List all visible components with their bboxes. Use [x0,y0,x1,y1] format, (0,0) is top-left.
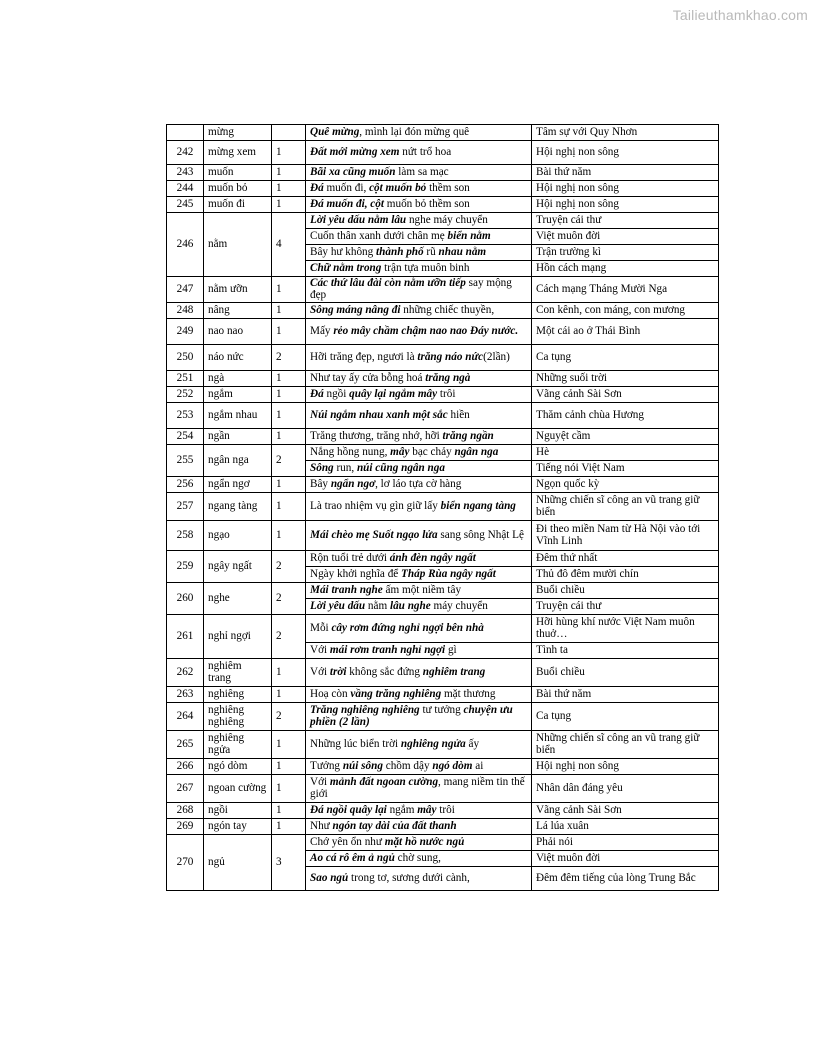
row-number: 258 [167,520,204,550]
word-frequency-table [166,124,719,891]
word-cell: ngân nga [204,444,272,476]
row-number: 267 [167,774,204,802]
source-work-cell: Những chiến sĩ công an vũ trang giữ biển [532,492,719,520]
row-number: 250 [167,344,204,370]
word-cell: ngẩn ngơ [204,476,272,492]
word-cell: nghiêng nghiêng [204,702,272,730]
example-line-cell: Với trời không sắc đứng nghiêm trang [306,658,532,686]
word-cell: ngây ngất [204,550,272,582]
word-cell: ngắm [204,386,272,402]
word-cell: nằm ưỡn [204,277,272,303]
table-row [167,802,719,818]
example-line-cell: Đá ngồi quây lại ngắm mây trôi [306,386,532,402]
count-cell: 1 [272,492,306,520]
count-cell: 2 [272,444,306,476]
count-cell [272,125,306,141]
example-line-cell: Hoạ còn vầng trăng nghiêng mặt thương [306,686,532,702]
example-line-cell: Đá muốn đi, cột muốn bỏ thềm son [306,197,532,213]
table-row [167,658,719,686]
example-line-cell: Với mảnh đất ngoan cường, mang niềm tin thế giới [306,774,532,802]
table-row [167,614,719,642]
table-row [167,125,719,141]
source-work-cell: Một cái ao ở Thái Bình [532,318,719,344]
example-line-cell: Bây hư không thành phố rũ nhau nằm [306,245,532,261]
source-work-cell: Vãng cảnh Sài Sơn [532,386,719,402]
source-work-cell: Những chiến sĩ công an vũ trang giữ biển [532,730,719,758]
example-line-cell: Mỗi cây rơm đứng nghỉ ngợi bên nhà [306,614,532,642]
source-work-cell: Nhân dân đáng yêu [532,774,719,802]
word-cell: mừng xem [204,141,272,165]
count-cell: 1 [272,165,306,181]
count-cell: 1 [272,181,306,197]
row-number: 247 [167,277,204,303]
source-work-cell: Bài thứ năm [532,686,719,702]
source-work-cell: Đi theo miền Nam từ Hà Nội vào tới Vĩnh Linh [532,520,719,550]
watermark: Tailieuthamkhao.com [672,7,808,23]
example-line-cell: Mấy rẻo mây chầm chậm nao nao Đáy nước. [306,318,532,344]
word-cell: ngồi [204,802,272,818]
count-cell: 2 [272,344,306,370]
table-row [167,774,719,802]
source-work-cell: Đêm thứ nhất [532,550,719,566]
count-cell: 1 [272,318,306,344]
count-cell: 1 [272,386,306,402]
count-cell: 1 [272,428,306,444]
example-line-cell: Đá muốn đi, cột muốn bỏ thềm son [306,181,532,197]
source-work-cell: Truyện cái thư [532,213,719,229]
example-line-cell: Bãi xa cũng muốn làm sa mạc [306,165,532,181]
word-cell: ngang tàng [204,492,272,520]
table-row [167,181,719,197]
example-line-cell: Với mái rơm tranh nghỉ ngợi gì [306,642,532,658]
word-cell: nghiêng [204,686,272,702]
count-cell: 1 [272,774,306,802]
example-line-cell: Những lúc biển trời nghiêng ngửa ấy [306,730,532,758]
count-cell: 1 [272,818,306,834]
source-work-cell: Buổi chiều [532,658,719,686]
example-line-cell: Lời yêu dấu nằm lâu nghe máy chuyển [306,598,532,614]
example-line-cell: Chớ yên ổn như mặt hồ nước ngủ [306,834,532,850]
example-line-cell: Như ngón tay dài của đất thanh [306,818,532,834]
word-cell: ngoan cường [204,774,272,802]
example-line-cell: Sông run, núi cũng ngân nga [306,460,532,476]
count-cell: 1 [272,141,306,165]
table-row [167,818,719,834]
word-cell: ngó dòm [204,758,272,774]
count-cell: 1 [272,370,306,386]
row-number: 246 [167,213,204,277]
row-number: 249 [167,318,204,344]
table-row [167,141,719,165]
row-number: 244 [167,181,204,197]
word-cell: nghiêng ngửa [204,730,272,758]
row-number: 248 [167,302,204,318]
example-line-cell: Trăng thương, trăng nhớ, hỡi trăng ngần [306,428,532,444]
row-number: 245 [167,197,204,213]
row-number: 264 [167,702,204,730]
word-cell: muốn đi [204,197,272,213]
count-cell: 1 [272,758,306,774]
row-number: 269 [167,818,204,834]
count-cell: 2 [272,550,306,582]
source-work-cell: Thăm cảnh chùa Hương [532,402,719,428]
source-work-cell: Những suối trời [532,370,719,386]
source-work-cell: Thủ đô đêm mười chín [532,566,719,582]
source-work-cell: Ngọn quốc kỳ [532,476,719,492]
word-cell: muốn [204,165,272,181]
example-line-cell: Chữ nằm trong trận tựa muôn binh [306,261,532,277]
table-row [167,197,719,213]
source-work-cell: Truyện cái thư [532,598,719,614]
table-row [167,686,719,702]
example-line-cell: Các thứ lâu đài còn nằm ưỡn tiếp say mộng đẹp [306,277,532,303]
table-row [167,370,719,386]
row-number: 270 [167,834,204,890]
source-work-cell: Việt muôn đời [532,229,719,245]
table-row [167,492,719,520]
example-line-cell: Đất mới mừng xem nứt trổ hoa [306,141,532,165]
example-line-cell: Như tay ấy cửa bỗng hoá trăng ngà [306,370,532,386]
example-line-cell: Lời yêu dấu nằm lâu nghe máy chuyển [306,213,532,229]
table-row [167,302,719,318]
row-number: 261 [167,614,204,658]
source-work-cell: Hội nghị non sông [532,141,719,165]
row-number: 243 [167,165,204,181]
row-number: 251 [167,370,204,386]
row-number: 259 [167,550,204,582]
source-work-cell: Ca tụng [532,344,719,370]
word-cell: ngón tay [204,818,272,834]
row-number: 252 [167,386,204,402]
count-cell: 2 [272,702,306,730]
word-cell: ngạo [204,520,272,550]
source-work-cell: Tâm sự với Quy Nhơn [532,125,719,141]
source-work-cell: Hè [532,444,719,460]
example-line-cell: Tưởng núi sông chồm dậy ngó dòm ai [306,758,532,774]
count-cell: 1 [272,802,306,818]
example-line-cell: Hỡi trăng đẹp, ngươi là trăng náo nức(2lần) [306,344,532,370]
row-number: 266 [167,758,204,774]
count-cell: 1 [272,277,306,303]
source-work-cell: Tình ta [532,642,719,658]
word-cell: nghỉ ngợi [204,614,272,658]
row-number: 262 [167,658,204,686]
count-cell: 3 [272,834,306,890]
word-cell: mừng [204,125,272,141]
example-line-cell: Ngày khởi nghĩa để Tháp Rùa ngây ngất [306,566,532,582]
table-body [167,125,719,891]
count-cell: 1 [272,302,306,318]
table-row [167,476,719,492]
word-cell: ngắm nhau [204,402,272,428]
row-number: 254 [167,428,204,444]
source-work-cell: Nguyệt cầm [532,428,719,444]
source-work-cell: Vãng cảnh Sài Sơn [532,802,719,818]
table-row [167,758,719,774]
example-line-cell: Nắng hồng nung, mây bạc chảy ngân nga [306,444,532,460]
count-cell: 1 [272,658,306,686]
example-line-cell: Quê mừng, mình lại đón mừng quê [306,125,532,141]
source-work-cell: Hội nghị non sông [532,181,719,197]
table-row [167,582,719,598]
example-line-cell: Bây ngẩn ngơ, lơ láo tựa cờ hàng [306,476,532,492]
count-cell: 1 [272,730,306,758]
row-number: 255 [167,444,204,476]
source-work-cell: Buổi chiều [532,582,719,598]
count-cell: 1 [272,520,306,550]
row-number: 242 [167,141,204,165]
row-number: 260 [167,582,204,614]
source-work-cell: Hội nghị non sông [532,197,719,213]
table-row [167,730,719,758]
source-work-cell: Cách mạng Tháng Mười Nga [532,277,719,303]
source-work-cell: Trận trường kì [532,245,719,261]
word-cell: nằm [204,213,272,277]
table-row [167,165,719,181]
example-line-cell: Sông máng nâng đi những chiếc thuyền, [306,302,532,318]
table-row [167,344,719,370]
word-cell: nghe [204,582,272,614]
table-row [167,402,719,428]
count-cell: 1 [272,197,306,213]
example-line-cell: Đá ngồi quây lại ngắm mây trôi [306,802,532,818]
table-row [167,702,719,730]
count-cell: 2 [272,582,306,614]
word-cell: nao nao [204,318,272,344]
word-cell: muốn bỏ [204,181,272,197]
source-work-cell: Con kênh, con máng, con mương [532,302,719,318]
count-cell: 1 [272,686,306,702]
example-line-cell: Là trao nhiệm vụ gìn giữ lấy biển ngang tàng [306,492,532,520]
count-cell: 2 [272,614,306,658]
table-row [167,444,719,460]
source-work-cell: Bài thứ năm [532,165,719,181]
word-cell: ngà [204,370,272,386]
source-work-cell: Đêm đêm tiếng của lòng Trung Bắc [532,866,719,890]
row-number: 265 [167,730,204,758]
source-work-cell: Việt muôn đời [532,850,719,866]
word-cell: ngần [204,428,272,444]
row-number: 256 [167,476,204,492]
example-line-cell: Mái tranh nghe ấm một niềm tây [306,582,532,598]
table-row [167,318,719,344]
word-cell: ngủ [204,834,272,890]
example-line-cell: Núi ngắm nhau xanh một sắc hiền [306,402,532,428]
example-line-cell: Sao ngủ trong tơ, sương dưới cành, [306,866,532,890]
table-row [167,520,719,550]
source-work-cell: Tiếng nói Việt Nam [532,460,719,476]
table-row [167,428,719,444]
example-line-cell: Mái chèo mẹ Suốt ngạo lửa sang sông Nhật Lệ [306,520,532,550]
example-line-cell: Rộn tuổi trẻ dưới ánh đèn ngây ngất [306,550,532,566]
word-cell: náo nức [204,344,272,370]
row-number: 268 [167,802,204,818]
row-number [167,125,204,141]
source-work-cell: Hỡi hùng khí nước Việt Nam muôn thuở… [532,614,719,642]
table-row [167,550,719,566]
source-work-cell: Ca tụng [532,702,719,730]
row-number: 253 [167,402,204,428]
table-row [167,834,719,850]
source-work-cell: Hội nghị non sông [532,758,719,774]
table-row [167,277,719,303]
count-cell: 4 [272,213,306,277]
count-cell: 1 [272,476,306,492]
row-number: 257 [167,492,204,520]
word-cell: nghiêm trang [204,658,272,686]
example-line-cell: Ao cá rô êm ả ngủ chờ sung, [306,850,532,866]
source-work-cell: Phải nói [532,834,719,850]
example-line-cell: Trăng nghiêng nghiêng tư tưởng chuyện ưu phiền (2 lần) [306,702,532,730]
row-number: 263 [167,686,204,702]
source-work-cell: Hồn cách mạng [532,261,719,277]
source-work-cell: Lá lúa xuân [532,818,719,834]
table-row [167,213,719,229]
word-cell: nâng [204,302,272,318]
example-line-cell: Cuốn thân xanh dưới chân mẹ biển nằm [306,229,532,245]
table-row [167,386,719,402]
count-cell: 1 [272,402,306,428]
